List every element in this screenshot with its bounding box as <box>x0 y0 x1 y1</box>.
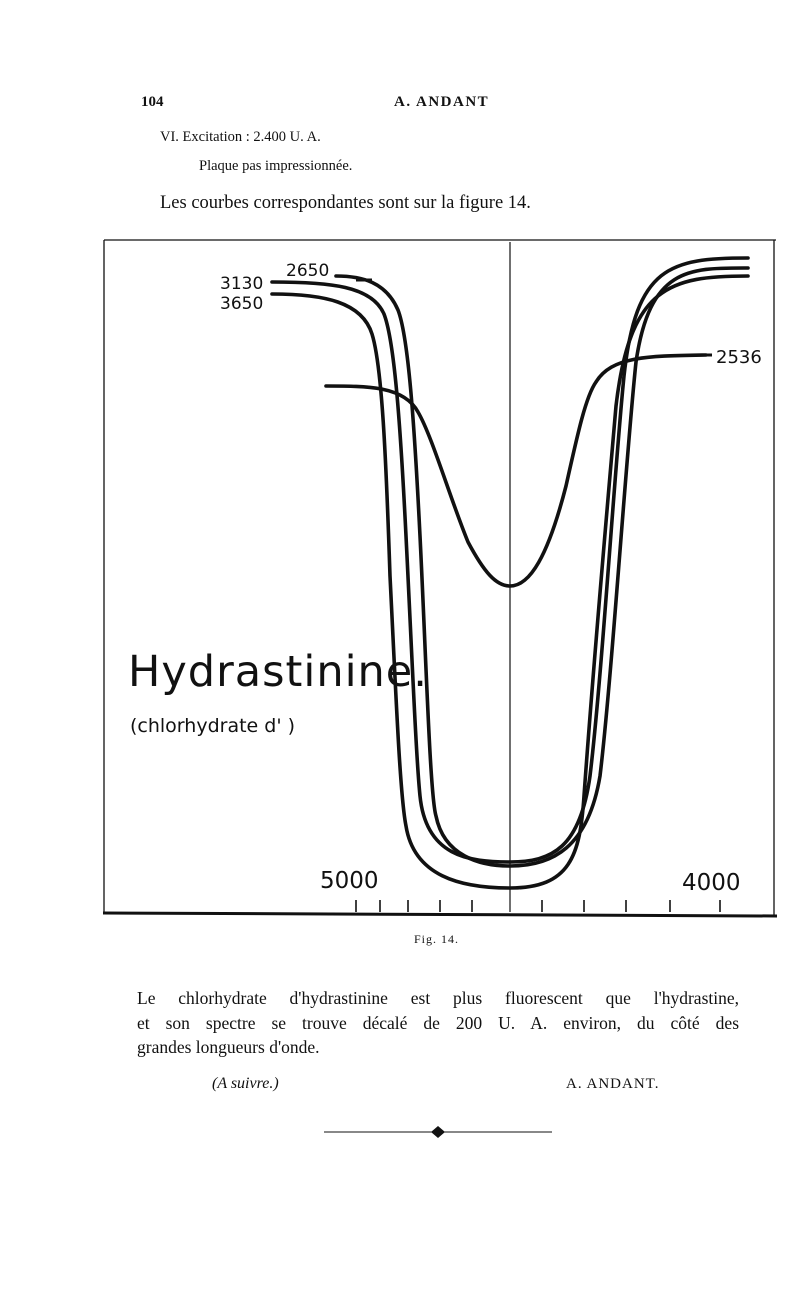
running-head: A. ANDANT <box>394 94 490 110</box>
para-line: Le chlorhydrate d'hydrastinine est plus fluorescent que l'hydrastine, <box>137 988 739 1008</box>
end-ornament <box>324 1124 554 1140</box>
excitation-line: VI. Excitation : 2.400 U. A. <box>160 129 321 145</box>
author-signature: A. ANDANT. <box>566 1076 660 1092</box>
conclusion-paragraph <box>137 986 739 1060</box>
intro-sentence: Les courbes correspondantes sont sur la figure 14. <box>160 193 531 213</box>
para-line: et son spectre se trouve décalé de 200 U. A. environ, du côté des <box>137 1012 739 1033</box>
page-number: 104 <box>141 94 164 110</box>
axis-label-4000: 4000 <box>682 870 741 896</box>
curve-2650 <box>336 268 748 866</box>
label-3130: 3130 <box>220 274 264 294</box>
figure-caption: Fig. 14. <box>414 932 460 946</box>
label-3650: 3650 <box>220 294 264 314</box>
spectrum-figure <box>100 236 780 924</box>
label-2536: 2536 <box>716 347 762 368</box>
label-2650: 2650 <box>286 261 330 281</box>
curve-2536 <box>326 355 706 586</box>
to-be-continued: (A suivre.) <box>212 1075 279 1092</box>
axis-label-5000: 5000 <box>320 868 379 894</box>
frame-bottom <box>103 913 777 916</box>
plate-line: Plaque pas impressionnée. <box>199 158 353 174</box>
diamond-icon <box>431 1126 445 1138</box>
figure-subtitle: (chlorhydrate d' ) <box>130 715 295 737</box>
para-line: grandes longueurs d'onde. <box>137 1037 320 1057</box>
figure-title: Hydrastinine. <box>128 647 428 697</box>
axis-ticks <box>356 900 720 912</box>
